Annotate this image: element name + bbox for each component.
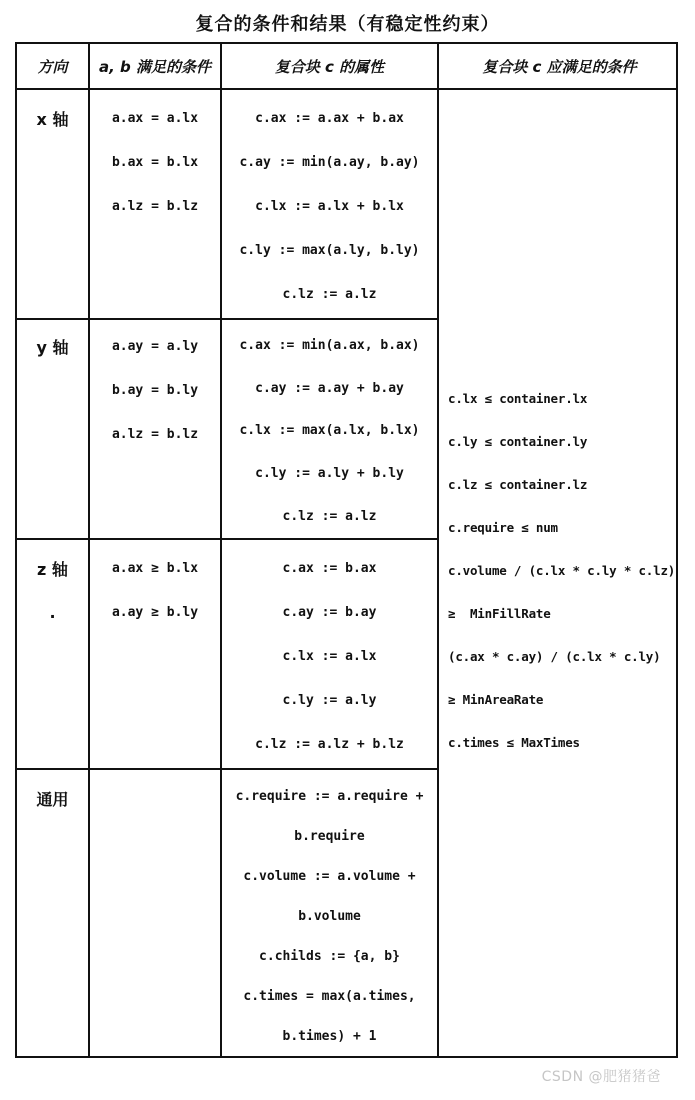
cell-direction-y <box>17 320 88 538</box>
condition-line: b.ax = b.lx <box>111 154 199 170</box>
header-c-properties: 复合块 c 的属性 <box>274 57 385 76</box>
stray-dot: . <box>49 602 56 622</box>
cell-properties-x <box>222 90 437 318</box>
condition-line: a.ay = a.ly <box>111 338 199 354</box>
property-line: c.lx := a.lx <box>282 648 377 664</box>
condition-line: a.ax = a.lx <box>111 110 199 126</box>
cell-direction-general <box>17 770 88 1058</box>
cell-conditions-x <box>90 90 220 318</box>
property-line: c.childs := {a, b} <box>259 948 400 964</box>
property-line: c.times = max(a.times, <box>243 988 416 1004</box>
constraint-line: c.volume / (c.lx * c.ly * c.lz) <box>448 563 676 578</box>
cell-properties-z <box>222 540 437 768</box>
property-line: c.ax := a.ax + b.ax <box>255 110 404 126</box>
condition-line: a.ax ≥ b.lx <box>111 560 199 576</box>
constraint-line: (c.ax * c.ay) / (c.lx * c.ly) <box>448 649 661 664</box>
property-line: c.require := a.require + <box>235 788 424 804</box>
property-line: c.ly := max(a.ly, b.ly) <box>239 242 420 258</box>
property-line: c.ly := a.ly + b.ly <box>255 466 404 482</box>
cell-conditions-y <box>90 320 220 538</box>
property-line: c.lx := a.lx + b.lx <box>255 198 404 214</box>
condition-line: a.lz = b.lz <box>111 426 199 442</box>
cell-conditions-z <box>90 540 220 768</box>
property-line: c.ly := a.ly <box>282 692 377 708</box>
property-line: c.ax := min(a.ax, b.ax) <box>239 337 420 353</box>
property-line: c.lz := a.lz <box>282 509 377 525</box>
cell-properties-y <box>222 320 437 538</box>
direction-label: 通用 <box>36 789 69 809</box>
property-line: c.lz := a.lz <box>282 286 377 302</box>
header-ab-conditions: a, b 满足的条件 <box>98 57 211 76</box>
cell-direction-x <box>17 90 88 318</box>
direction-label: z 轴 <box>37 559 68 579</box>
constraint-line: c.lz ≤ container.lz <box>448 477 588 492</box>
property-line: c.ay := min(a.ay, b.ay) <box>239 154 420 170</box>
cell-properties-general <box>222 770 437 1058</box>
direction-label: x 轴 <box>36 109 69 129</box>
constraint-line: c.ly ≤ container.ly <box>448 434 588 449</box>
header-c-constraints: 复合块 c 应满足的条件 <box>482 57 637 76</box>
cell-merged-constraints <box>439 88 680 1056</box>
watermark: CSDN @肥猪猪爸 <box>541 1069 661 1085</box>
composition-table <box>15 42 678 1058</box>
cell-direction-z <box>17 540 88 768</box>
header-direction: 方向 <box>37 57 68 76</box>
property-line: c.volume := a.volume + <box>243 868 416 884</box>
constraint-line: ≥ MinAreaRate <box>448 692 544 707</box>
condition-line: a.lz = b.lz <box>111 198 199 214</box>
property-line: c.ay := b.ay <box>282 604 377 620</box>
condition-line: a.ay ≥ b.ly <box>111 604 199 620</box>
property-line: b.volume <box>298 908 361 924</box>
property-line: b.times) + 1 <box>282 1028 377 1044</box>
property-line: c.ax := b.ax <box>282 560 377 576</box>
property-line: b.require <box>294 828 365 844</box>
constraint-line: c.times ≤ MaxTimes <box>448 735 580 750</box>
constraint-line: c.require ≤ num <box>448 520 558 535</box>
cell-conditions-general <box>90 770 220 1058</box>
direction-label: y 轴 <box>36 337 69 357</box>
condition-line: b.ay = b.ly <box>111 382 199 398</box>
constraint-line: c.lx ≤ container.lx <box>448 391 588 406</box>
page-title: 复合的条件和结果（有稳定性约束） <box>195 14 500 35</box>
property-line: c.lx := max(a.lx, b.lx) <box>239 423 420 439</box>
constraint-line: ≥ MinFillRate <box>448 606 551 621</box>
property-line: c.ay := a.ay + b.ay <box>255 380 404 396</box>
property-line: c.lz := a.lz + b.lz <box>255 736 404 752</box>
